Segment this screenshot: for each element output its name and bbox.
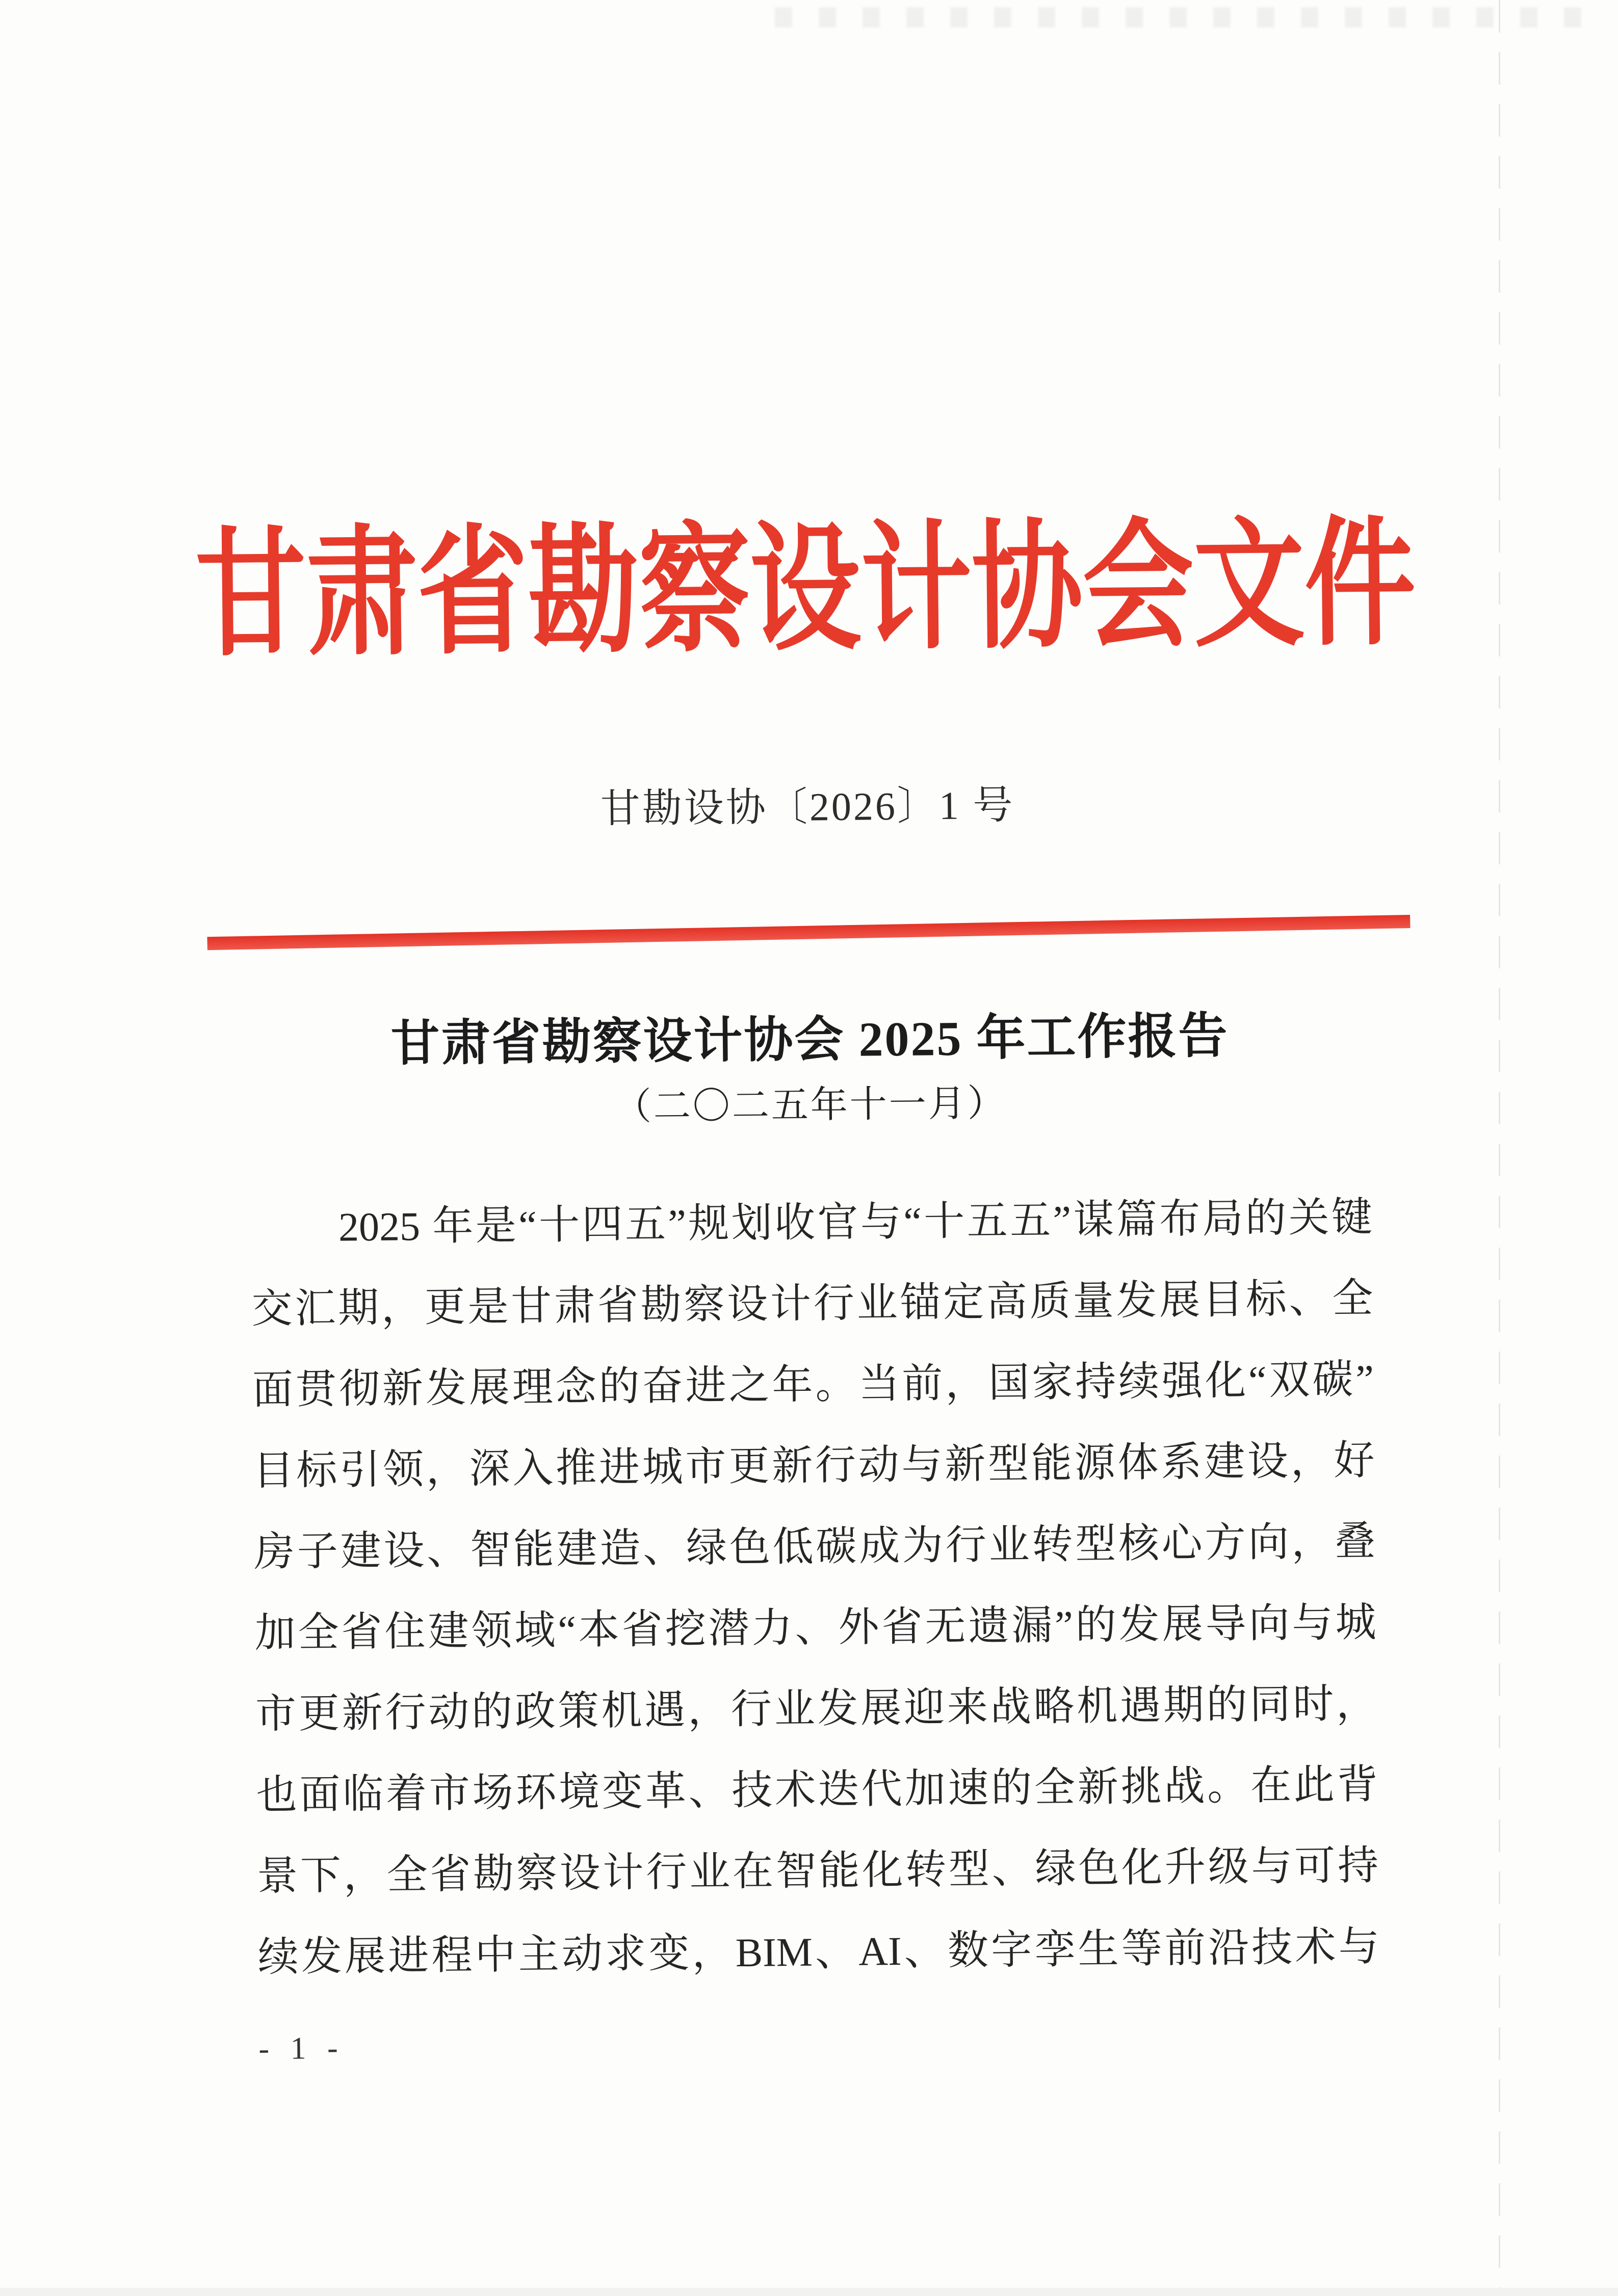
- report-title: 甘肃省勘察设计协会 2025 年工作报告: [390, 1008, 1229, 1071]
- letterhead-title-text: 甘肃省勘察设计协会文件: [194, 508, 1417, 673]
- body-line: 房子建设、智能建造、绿色低碳成为行业转型核心方向，叠: [253, 1519, 1376, 1575]
- body-line: 市更新行动的政策机遇，行业发展迎来战略机遇期的同时，: [255, 1681, 1377, 1737]
- body-line: 2025 年是“十四五”规划收官与“十五五”谋篇布局的关键: [338, 1195, 1373, 1250]
- page-number: - 1 -: [258, 2030, 342, 2067]
- body-line: 加全省住建领域“本省挖潜力、外省无遗漏”的发展导向与城: [254, 1600, 1376, 1656]
- body-line: 目标引领，深入推进城市更新行动与新型能源体系建设，好: [253, 1438, 1375, 1494]
- body-line: 面贯彻新发展理念的奋进之年。当前，国家持续强化“双碳”: [252, 1357, 1374, 1413]
- body-line: 交汇期，更是甘肃省勘察设计行业锚定高质量发展目标、全: [251, 1276, 1373, 1332]
- document-number: 甘勘设协〔2026〕1 号: [600, 782, 1015, 831]
- body-line: 也面临着市场环境变革、技术迭代加速的全新挑战。在此背: [256, 1762, 1378, 1818]
- red-divider-line: [207, 915, 1410, 950]
- body-paragraph: [250, 1177, 1379, 1998]
- report-date: （二〇二五年十一月）: [614, 1082, 1007, 1128]
- letterhead-title: [0, 510, 1615, 671]
- body-line: 景下，全省勘察设计行业在智能化转型、绿色化升级与可持: [256, 1843, 1379, 1899]
- body-line: 续发展进程中主动求变，BIM、AI、数字孪生等前沿技术与: [257, 1924, 1380, 1981]
